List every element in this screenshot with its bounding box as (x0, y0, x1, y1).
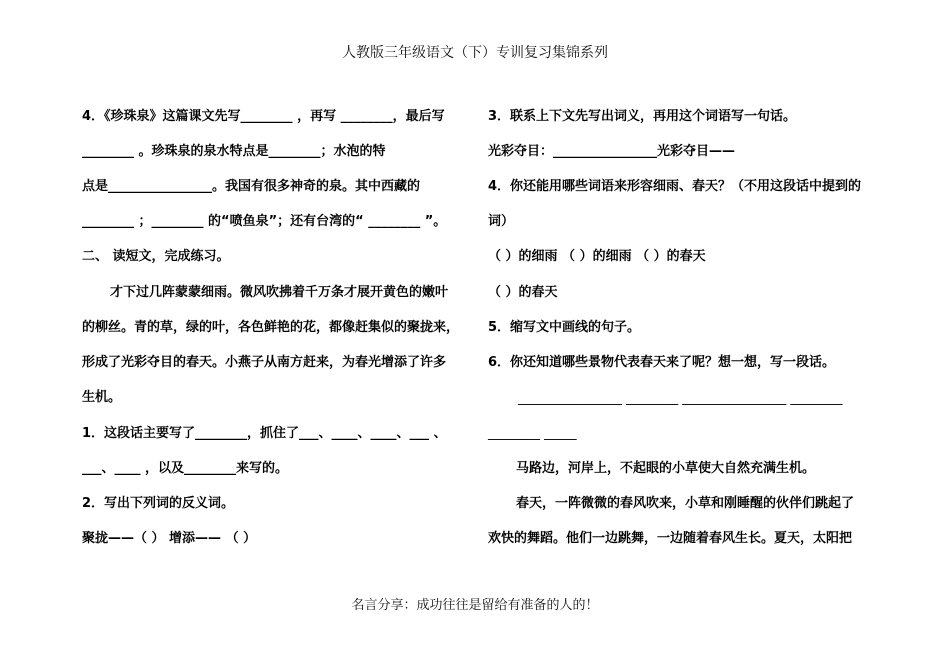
passage-line-1: 才下过几阵蒙蒙细雨。微风吹拂着千万条才展开黄色的嫩叶 (110, 285, 449, 300)
exercise-4-blanks-2: （ ）的春天 (488, 285, 558, 300)
exercise-4-line-1: 4．你还能用哪些词语来形容细雨、春天？（不用这段话中提到的 (488, 179, 862, 194)
exercise-3-heading: 3．联系上下文先写出词义，再用这个词语写一句话。 (488, 109, 797, 124)
sample-paragraph-line-1: 马路边，河岸上，不起眼的小草使大自然充满生机。 (516, 461, 816, 476)
q4-line-3: 点是________________。我国有很多神奇的泉。其中西藏的 (82, 179, 421, 194)
q4-line-2: ________ 。珍珠泉的泉水特点是________；水泡的特 (82, 144, 386, 159)
q4-line-4: ________ ；________ 的“喷鱼泉”；还有台湾的“ ________ ”。 (82, 214, 447, 229)
page-header: 人教版三年级语文（下）专训复习集锦系列 (342, 45, 608, 61)
exercise-3-answer: 光彩夺目：________________光彩夺目—— (488, 144, 736, 159)
exercise-6-heading: 6．你还知道哪些景物代表春天来了呢？想一想，写一段话。 (488, 355, 836, 370)
exercise-1-line-2: ___、____ ，以及________来写的。 (82, 461, 289, 476)
exercise-1-line-1: 1．这段话主要写了________，抓住了___、____、____、___ 、 (82, 426, 447, 441)
passage-line-2: 的柳丝。青的草，绿的叶，各色鲜艳的花，都像赶集似的聚拢来， (82, 320, 460, 335)
passage-line-4: 生机。 (82, 390, 122, 405)
exercise-4-line-2: 词） (488, 214, 515, 229)
passage-line-3: 形成了光彩夺目的春天。小燕子从南方赶来，为春光增添了许多 (82, 355, 447, 370)
page-footer: 名言分享：成功往往是留给有准备的人的！ (351, 598, 599, 613)
writing-blank-line-1: ________________ ________ ________________ ________ (518, 391, 843, 406)
exercise-4-blanks-1: （ ）的细雨 （ ）的细雨 （ ）的春天 (488, 249, 706, 264)
writing-blank-line-2: ________ _____ (488, 426, 577, 441)
q4-line-1: 4．《珍珠泉》这篇课文先写________ ，再写 ________，最后写 (82, 109, 445, 124)
exercise-2-heading: 2．写出下列词的反义词。 (82, 496, 235, 511)
exercise-2-antonyms: 聚拢——（ ） 增添—— （ ） (82, 531, 257, 546)
exercise-5-heading: 5．缩写文中画线的句子。 (488, 320, 641, 335)
sample-paragraph-line-3: 欢快的舞蹈。他们一边跳舞，一边随着春风生长。夏天，太阳把 (488, 531, 853, 546)
section-two-heading: 二、 读短文，完成练习。 (82, 249, 230, 264)
sample-paragraph-line-2: 春天，一阵微微的春风吹来，小草和刚睡醒的伙伴们跳起了 (516, 496, 855, 511)
